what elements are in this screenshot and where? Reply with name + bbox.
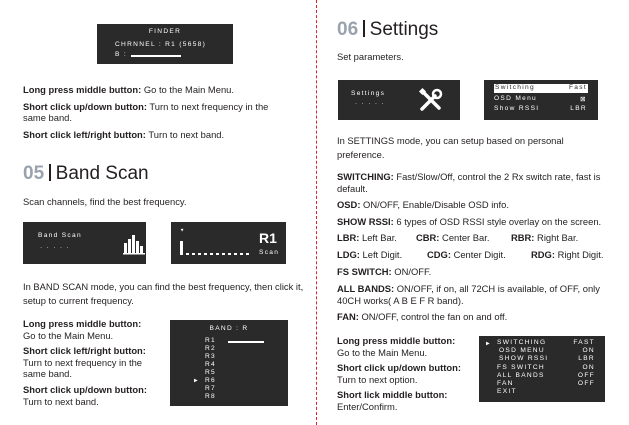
left-top-instructions <box>23 84 308 140</box>
band-r-signal-bar <box>228 341 264 343</box>
menu-row: FS SWITCH ON <box>497 363 595 371</box>
option-rssi-bars: LBR: Left Bar. CBR: Center Bar. RBR: Right Bar. <box>337 232 579 244</box>
band-r-list <box>205 337 216 401</box>
band-scan-subtitle: Scan channels, find the best frequency. <box>23 196 187 207</box>
settings-dots: · · · · · <box>355 100 386 107</box>
menu-row: EXIT <box>497 388 517 396</box>
band-r-selected-marker: ▶ <box>194 377 198 384</box>
band-r-osd <box>170 320 288 406</box>
band-r-item: R5 <box>205 369 217 376</box>
option-show-rssi: SHOW RSSI: 6 types of OSD RSSI style overlay on the screen. <box>337 215 602 227</box>
scan-channel: R1 <box>259 230 277 246</box>
finder-signal-bar <box>131 55 181 57</box>
section-06-heading <box>337 19 438 41</box>
menu-row: SHOW RSSI LBR <box>499 355 595 363</box>
instruction-up-down: Short click up/down button: Turn to next frequency in the same band. <box>23 100 269 124</box>
menu-row: SWITCHING FAST <box>497 339 595 346</box>
band-r-item: R1 <box>205 337 217 344</box>
band-scan-result-osd <box>171 222 286 264</box>
option-fs-switch: FS SWITCH: ON/OFF. <box>337 266 432 278</box>
menu-row: FAN OFF <box>497 380 595 388</box>
band-scan-menu-osd <box>23 222 146 264</box>
band-scan-bars-icon <box>123 235 147 255</box>
band-scan-description: In BAND SCAN mode, you can find the best frequency, then click it, setup to current frequency. <box>23 281 304 306</box>
band-scan-dots: · · · · · <box>40 244 71 251</box>
finder-channel: CHRNNEL : R1 (5658) <box>115 41 207 48</box>
option-all-bands: ALL BANDS: ON/OFF, if on, all 72CH is available, of OFF, only 40CH works( A B E F R band). <box>337 282 600 306</box>
band-scan-instructions: Long press middle button: Go to the Main Menu. Short click left/right button: Turn to next frequency in the same band. Short click up/down button: Turn to next band. <box>23 318 147 407</box>
option-switching: SWITCHING: Fast/Slow/Off, control the 2 Rx switch rate, fast is default. <box>337 171 601 194</box>
settings-description: In SETTINGS mode, you can setup based on personal preference. <box>337 135 564 160</box>
scan-marker: ▾ <box>180 226 185 234</box>
band-scan-label: Band Scan <box>38 232 82 239</box>
settings-list-osd <box>484 80 598 120</box>
settings-options <box>337 171 609 323</box>
settings-row: OSD Menu ⊠ <box>494 95 587 103</box>
menu-rows <box>497 339 595 396</box>
option-osd: OSD: ON/OFF, Enable/Disable OSD info. <box>337 199 509 211</box>
band-r-item: R4 <box>205 361 217 368</box>
band-r-title: BAND : R <box>209 325 249 332</box>
section-05-heading <box>23 163 149 185</box>
settings-instructions: Long press middle button: Go to the Main Menu. Short click up/down button: Turn to next option. Short lick middle button: Enter/Confirm. <box>337 335 461 412</box>
instruction-left-right: Short click left/right button: Turn to next band. <box>23 128 225 140</box>
section-number: 05 <box>23 163 45 184</box>
settings-full-menu-osd <box>479 336 605 402</box>
settings-label: Settings <box>351 90 386 97</box>
band-r-item: R8 <box>205 393 217 400</box>
settings-row: Show RSSI LBR <box>494 105 587 112</box>
wrench-screwdriver-icon <box>418 87 444 113</box>
menu-selected-marker: ▶ <box>486 340 490 347</box>
settings-row-highlighted: Switching Fast <box>495 84 587 91</box>
band-r-item: R3 <box>205 353 217 360</box>
finder-b-label: B : <box>115 51 127 58</box>
scan-spectrum-graph <box>179 239 254 257</box>
heading-separator <box>363 20 365 37</box>
menu-row: OSD MENU ON <box>499 347 595 355</box>
band-r-item: R6 <box>205 377 217 384</box>
finder-osd-screen <box>97 24 233 64</box>
settings-subtitle: Set parameters. <box>337 51 404 62</box>
finder-title: FINDER <box>148 28 182 35</box>
menu-row: ALL BANDS OFF <box>497 371 595 379</box>
option-fan: FAN: ON/OFF, control the fan on and off. <box>337 311 508 323</box>
option-rssi-digits: LDG: Left Digit. CDG: Center Digit. RDG: Right Digit. <box>337 249 604 261</box>
band-r-item: R7 <box>205 385 217 392</box>
section-title: Settings <box>369 19 439 40</box>
page-divider <box>316 0 317 425</box>
band-r-item: R2 <box>205 345 217 352</box>
section-title: Band Scan <box>55 163 149 184</box>
heading-separator <box>49 164 51 181</box>
section-number: 06 <box>337 19 359 40</box>
settings-menu-osd <box>338 80 460 120</box>
instruction-long-press: Long press middle button: Go to the Main Menu. <box>23 84 234 95</box>
scan-label: Scan <box>259 249 280 256</box>
